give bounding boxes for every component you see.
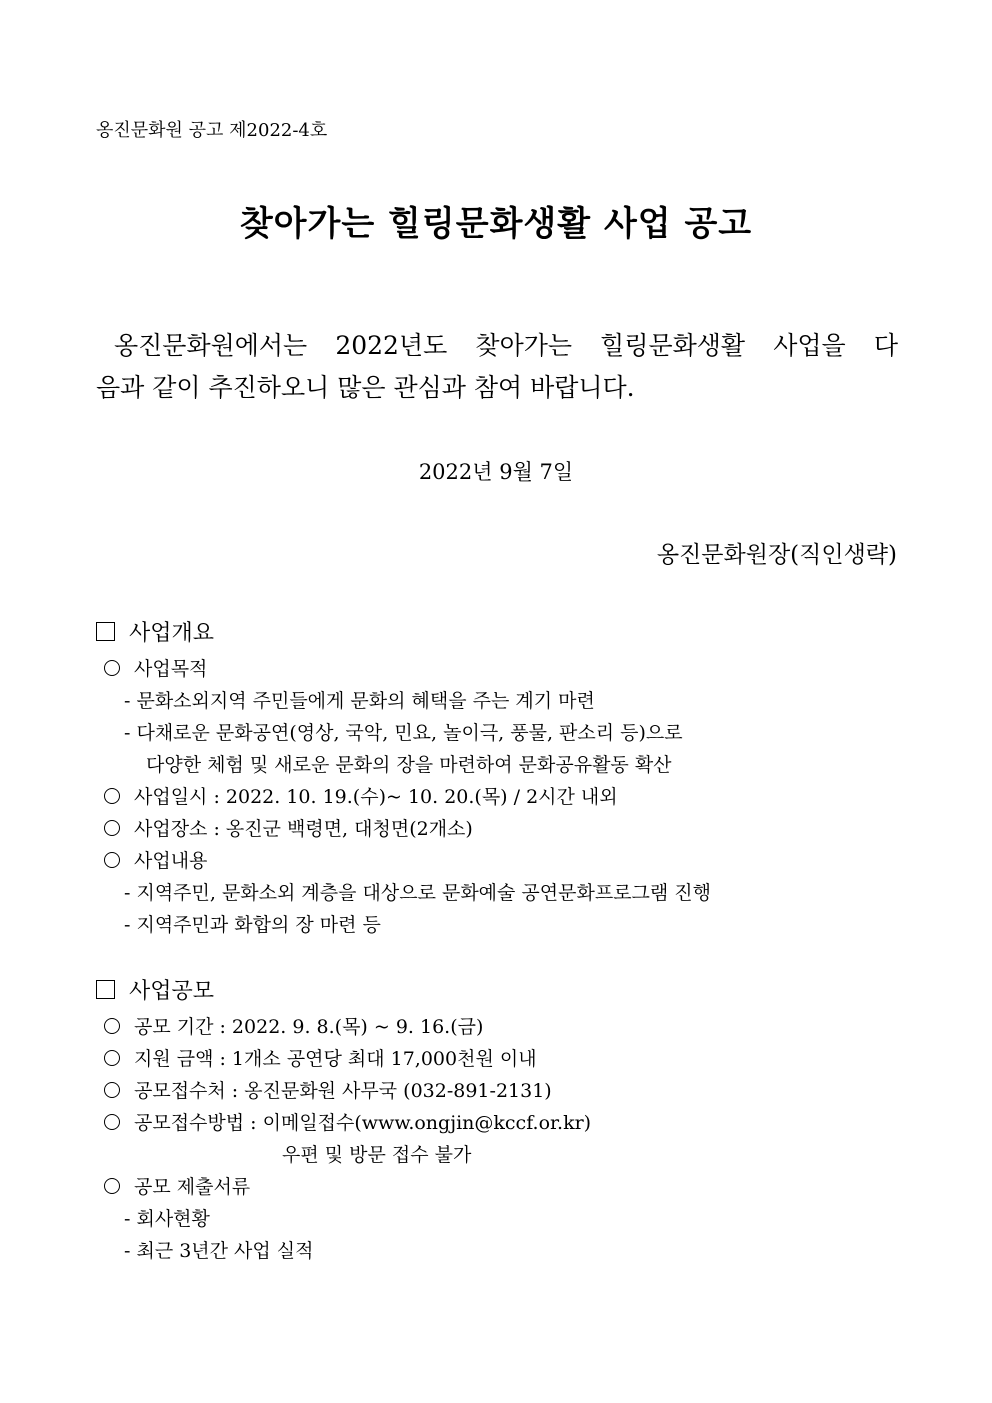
list-item-documents (104, 1172, 250, 1199)
circle-bullet-icon (104, 1082, 120, 1098)
signature: 옹진문화원장(직인생략) (656, 542, 897, 568)
intro-word: 사업을 (773, 331, 846, 360)
document-item: - 최근 3년간 사업 실적 (124, 1240, 314, 1262)
item-text: 공모접수방법 : 이메일접수(www.ongjin@kccf.or.kr) (134, 1112, 592, 1134)
intro-line-1 (96, 326, 898, 362)
section-heading-text: 사업개요 (129, 621, 215, 646)
item-text: 사업목적 (134, 658, 208, 680)
item-text: 지원 금액 : 1개소 공연당 최대 17,000천원 이내 (134, 1048, 537, 1070)
intro-word: 옹진문화원에서는 (114, 331, 308, 360)
circle-bullet-icon (104, 852, 120, 868)
list-item-content (104, 846, 207, 873)
notice-date: 2022년 9월 7일 (418, 460, 574, 484)
notice-number: 옹진문화원 공고 제2022-4호 (96, 120, 328, 141)
list-item-purpose (104, 654, 207, 681)
square-bullet-icon (96, 622, 115, 641)
circle-bullet-icon (104, 1178, 120, 1194)
item-text: 공모접수처 : 옹진문화원 사무국 (032-891-2131) (134, 1080, 552, 1102)
item-text: 공모 제출서류 (134, 1176, 251, 1198)
section-heading-application (96, 974, 214, 1005)
page-title: 찾아가는 힐링문화생활 사업 공고 (239, 204, 753, 244)
purpose-item: - 문화소외지역 주민들에게 문화의 혜택을 주는 계기 마련 (124, 690, 595, 712)
purpose-item: - 다채로운 문화공연(영상, 국악, 민요, 놀이극, 풍물, 판소리 등)으로 (124, 722, 683, 744)
intro-line-2: 음과 같이 추진하오니 많은 관심과 참여 바랍니다. (96, 373, 635, 402)
list-item-period (104, 1012, 483, 1039)
content-item: - 지역주민과 화합의 장 마련 등 (124, 914, 381, 936)
intro-word: 힐링문화생활 (600, 331, 746, 360)
circle-bullet-icon (104, 788, 120, 804)
circle-bullet-icon (104, 660, 120, 676)
intro-word: 찾아가는 (475, 331, 573, 360)
list-item-method (104, 1108, 591, 1135)
item-text: 사업장소 : 옹진군 백령면, 대청면(2개소) (134, 818, 473, 840)
item-text: 사업내용 (134, 850, 208, 872)
section-heading-text: 사업공모 (129, 979, 215, 1004)
circle-bullet-icon (104, 1018, 120, 1034)
intro-word: 다 (873, 331, 898, 360)
item-text: 공모 기간 : 2022. 9. 8.(목) ~ 9. 16.(금) (134, 1016, 484, 1038)
list-item-location (104, 814, 473, 841)
square-bullet-icon (96, 980, 115, 999)
list-item-schedule (104, 782, 618, 809)
circle-bullet-icon (104, 1050, 120, 1066)
content-item: - 지역주민, 문화소외 계층을 대상으로 문화예술 공연문화프로그램 진행 (124, 882, 712, 904)
section-heading-overview (96, 616, 214, 647)
list-item-amount (104, 1044, 537, 1071)
purpose-item-continuation: 다양한 체험 및 새로운 문화의 장을 마련하여 문화공유활동 확산 (146, 754, 672, 776)
item-text: 사업일시 : 2022. 10. 19.(수)~ 10. 20.(목) / 2시간 내외 (134, 786, 618, 808)
method-note: 우편 및 방문 접수 불가 (282, 1144, 472, 1166)
list-item-office (104, 1076, 552, 1103)
circle-bullet-icon (104, 820, 120, 836)
circle-bullet-icon (104, 1114, 120, 1130)
document-item: - 회사현황 (124, 1208, 210, 1230)
intro-word: 2022년도 (335, 331, 448, 360)
